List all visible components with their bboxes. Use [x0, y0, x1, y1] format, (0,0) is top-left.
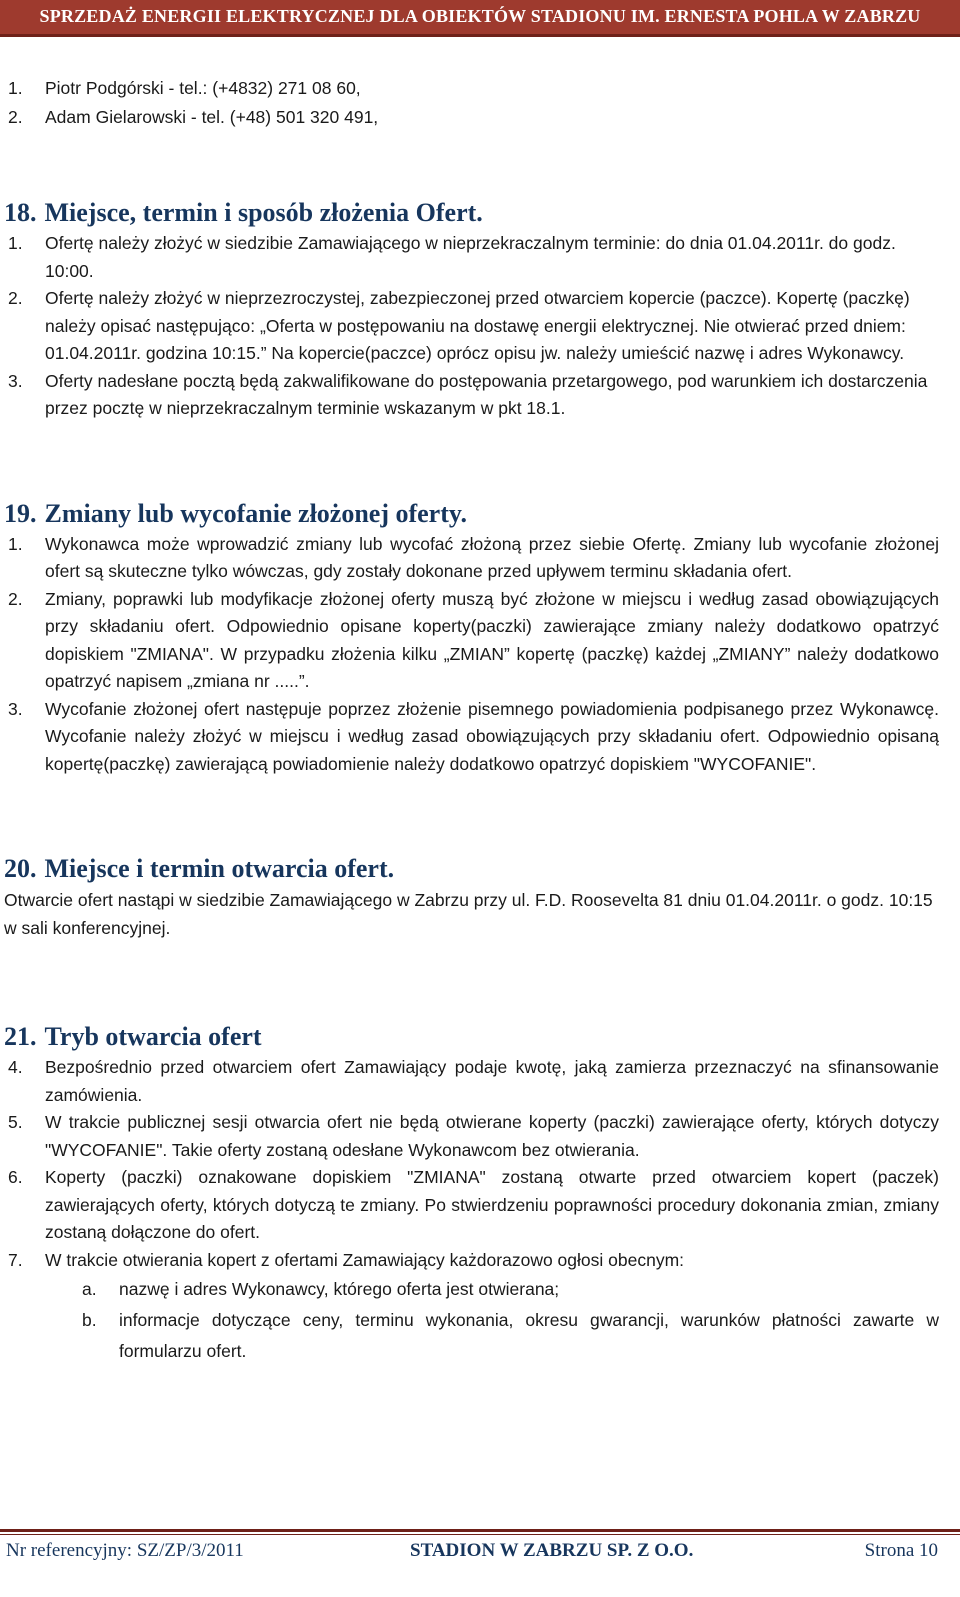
section-18-list: [8, 230, 939, 423]
footer-rule: [0, 1529, 960, 1532]
section-20-heading: [4, 852, 939, 886]
list-item: [8, 368, 939, 423]
contact-text: Adam Gielarowski - tel. (+48) 501 320 491,: [45, 107, 379, 127]
item-text: Oferty nadesłane pocztą będą zakwalifikowane do postępowania przetargowego, pod warunkiem ich dostarczenia przez pocztę w nieprzekraczalnym terminie wskazanym w pkt 18.1.: [45, 370, 928, 418]
sub-item-letter: b.: [82, 1310, 97, 1330]
contact-item: [8, 74, 939, 103]
document-body: [4, 74, 939, 1367]
footer-reference: Nr referencyjny: SZ/ZP/3/2011: [6, 1540, 244, 1561]
list-item: [8, 285, 939, 368]
header-bar: [0, 0, 960, 37]
page-number: Strona 10: [864, 1540, 938, 1561]
contact-item: [8, 103, 939, 132]
list-item: [8, 230, 939, 285]
item-text: Ofertę należy złożyć w nieprzezroczystej, zabezpieczonej przed otwarciem kopercie (paczce). Kopertę (paczkę) należy opisać następująco: „Oferta w postępowaniu na dostawę energii elektrycznej. Nie otwierać przed dniem: 01.04.2011r. godzina 10:15.” Na kopercie(paczce) oprócz opisu jw. należy umieścić nazwę i adres Wykonawcy.: [45, 288, 910, 363]
section-19-heading: [4, 497, 939, 531]
section-title: Tryb otwarcia ofert: [44, 1022, 262, 1051]
section-21-heading: [4, 1020, 939, 1054]
item-text: Wykonawca może wprowadzić zmiany lub wycofać złożoną przez siebie Ofertę. Zmiany lub wycofanie złożonej ofert są skuteczne tylko wówczas, gdy zostały dokonane przed upływem terminu składania ofert.: [45, 533, 939, 581]
item-number: 4.: [8, 1057, 23, 1077]
header-title: SPRZEDAŻ ENERGII ELEKTRYCZNEJ DLA OBIEKTÓW STADIONU IM. ERNESTA POHLA W ZABRZU: [39, 6, 921, 26]
item-text: W trakcie publicznej sesji otwarcia ofert nie będą otwierane koperty (paczki) zawierające oferty, których dotyczy "WYCOFANIE". Takie oferty zostaną odesłane Wykonawcom bez otwierania.: [45, 1112, 939, 1160]
contact-number: 2.: [8, 107, 23, 127]
item-text: Zmiany, poprawki lub modyfikacje złożonej oferty muszą być złożone w miejscu i według zasad obowiązujących przy składaniu ofert. Odpowiednio opisane koperty(paczki) zawierające zmiany należy dodatkowo opatrzyć dopiskiem "ZMIANA". W przypadku złożenia kilku „ZMIAN” kopertę (paczkę) każdej „ZMIANY” należy dodatkowo opatrzyć napisem „zmiana nr .....”.: [45, 588, 939, 691]
item-text: Bezpośrednio przed otwarciem ofert Zamawiający podaje kwotę, jaką zamierza przeznaczyć na sfinansowanie zamówienia.: [45, 1057, 939, 1105]
sub-list-item: [8, 1305, 939, 1367]
section-title: Miejsce i termin otwarcia ofert.: [44, 854, 395, 883]
item-text: Koperty (paczki) oznakowane dopiskiem "ZMIANA" zostaną otwarte przed otwarciem kopert (paczek) zawierających oferty, których dotyczą te zmiany. Po stwierdzeniu poprawności procedury dokonania zmian, zmiany zostaną dołączone do ofert.: [45, 1167, 939, 1242]
item-number: 1.: [8, 533, 23, 554]
item-text: W trakcie otwierania kopert z ofertami Zamawiający każdorazowo ogłosi obecnym:: [45, 1249, 685, 1270]
item-number: 2.: [8, 588, 23, 609]
footer-company: STADION W ZABRZU SP. Z O.O.: [410, 1540, 694, 1561]
item-number: 5.: [8, 1112, 23, 1132]
section-20-text: Otwarcie ofert nastąpi w siedzibie Zamawiającego w Zabrzu przy ul. F.D. Roosevelta 81 dniu 01.04.2011r. o godz. 10:15 w sali konferencyjnej.: [4, 890, 933, 938]
item-number: 1.: [8, 233, 23, 253]
section-number: 18.: [4, 198, 37, 227]
list-item: [8, 1247, 939, 1275]
contact-text: Piotr Podgórski - tel.: (+4832) 271 08 60,: [45, 78, 361, 98]
section-title: Miejsce, termin i sposób złożenia Ofert.: [44, 198, 483, 227]
item-text: Wycofanie złożonej ofert następuje poprzez złożenie pisemnego powiadomienia podpisanego przez Wykonawcę. Wycofanie należy złożyć w miejscu i według zasad obowiązujących przy składaniu ofert. Odpowiednio opisaną kopertę(paczkę) zawierającą powiadomienie należy dodatkowo opatrzyć dopiskiem "WYCOFANIE".: [45, 698, 939, 774]
list-item: [8, 531, 939, 586]
sub-item-letter: a.: [82, 1279, 97, 1299]
list-item: [8, 1109, 939, 1164]
list-item: [8, 696, 939, 779]
item-number: 7.: [8, 1249, 23, 1270]
sub-list-item: [8, 1274, 939, 1305]
section-21-list: [8, 1054, 939, 1367]
list-item: [8, 1164, 939, 1247]
section-19-list: [8, 531, 939, 779]
item-number: 3.: [8, 698, 23, 719]
contact-number: 1.: [8, 78, 23, 98]
item-number: 6.: [8, 1167, 23, 1187]
section-18-heading: [4, 196, 939, 230]
item-text: Ofertę należy złożyć w siedzibie Zamawiającego w nieprzekraczalnym terminie: do dnia 01.04.2011r. do godz. 10:00.: [45, 233, 896, 281]
footer-rule-thin: [0, 1534, 960, 1535]
section-number: 21.: [4, 1022, 37, 1051]
sub-item-text: nazwę i adres Wykonawcy, którego oferta jest otwierana;: [119, 1279, 560, 1299]
list-item: [8, 1054, 939, 1109]
section-number: 20.: [4, 854, 37, 883]
sub-item-text: informacje dotyczące ceny, terminu wykonania, okresu gwarancji, warunków płatności zawarte w formularzu ofert.: [119, 1310, 939, 1361]
section-number: 19.: [4, 498, 37, 528]
list-item: [8, 586, 939, 696]
item-number: 2.: [8, 288, 23, 308]
section-title: Zmiany lub wycofanie złożonej oferty.: [44, 498, 467, 528]
contact-list: [8, 74, 939, 132]
item-number: 3.: [8, 370, 23, 391]
